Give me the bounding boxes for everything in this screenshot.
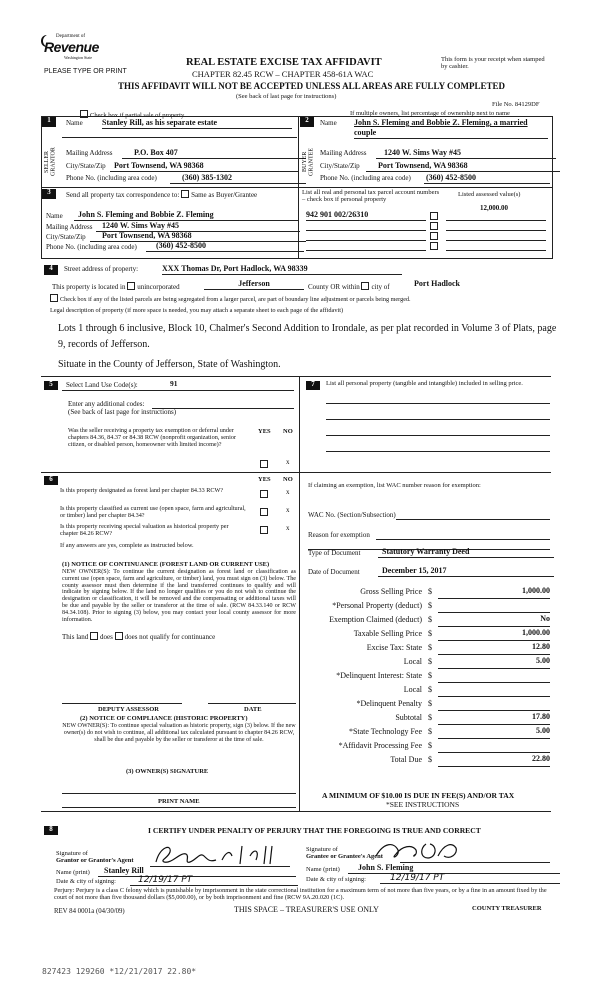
historic-question: Is this property receiving special valuation as historical property per chapter 84.26 RCW?: [60, 523, 229, 537]
perjury-note: Perjury: Perjury is a class C felony which is punishable by imprisonment in the state correctional institution for a maximum term of not more than five years, or by a fine in an amount fixed by the court of not more than five thousand dollars ($5,000.00), or by both imprisonment and fine (RCW 9A.20.020 (1C).: [54, 887, 547, 902]
q3-yes-checkbox[interactable]: [260, 526, 268, 534]
fee-value[interactable]: 5.00: [438, 657, 550, 669]
buyer-phone[interactable]: (360) 452-8500: [424, 174, 550, 184]
grantor-print-label: Name (print): [56, 869, 90, 876]
fee-row: [300, 741, 550, 755]
s5-no-mark[interactable]: x: [286, 458, 290, 466]
county-or-label: [308, 282, 390, 292]
fee-row: [300, 657, 550, 671]
fee-label: Excise Tax: State: [366, 643, 422, 652]
buyer-name-line2[interactable]: couple: [354, 129, 548, 139]
treasurer-space: THIS SPACE – TREASURER'S USE ONLY: [234, 905, 379, 914]
fee-label: Total Due: [390, 755, 422, 764]
city-of-text: city of: [371, 283, 390, 291]
fee-value[interactable]: 1,000.00: [438, 629, 550, 641]
form-title: REAL ESTATE EXCISE TAX AFFIDAVIT: [186, 57, 382, 68]
notice2-text: NEW OWNER(S): To continue special valuation as historic property, sign (3) below. If the new owner(s) do not wish to continue, all additional tax calculated pursuant to chapter 84.26 RCW, shall be due and payable by the seller or transferor at the time of sale.: [62, 723, 296, 743]
exemption-question: Was the seller receiving a property tax exemption or deferral under chapters 84.36, 84.37 or 84.38 RCW (nonprofit organization, senior citizen, or disabled person, homeowner with limited income)?: [68, 427, 237, 448]
land-use-code[interactable]: 91: [170, 379, 178, 388]
section-3-badge: 3: [42, 189, 56, 199]
s2-city-label: City/State/Zip: [320, 162, 360, 170]
q2-no-mark[interactable]: x: [286, 506, 290, 514]
dept-line2: Washington State: [64, 55, 93, 60]
grantee-date-label: Date & city of signing:: [306, 876, 366, 883]
fee-value[interactable]: [438, 699, 550, 711]
grantee-sig-line1: Signature of: [306, 846, 338, 853]
reason-field[interactable]: [376, 539, 550, 540]
wac-field[interactable]: [396, 519, 550, 520]
does-checkbox[interactable]: [90, 632, 98, 640]
parcel-header: List all real and personal tax parcel account numbers – check box if personal property: [302, 189, 440, 204]
fee-value[interactable]: [438, 671, 550, 683]
fee-label: *Delinquent Interest: State: [336, 671, 422, 680]
fee-row: [300, 685, 550, 699]
grantor-sig-label: [56, 850, 134, 865]
dept-name: Revenue: [44, 39, 99, 55]
section-7-badge: 7: [306, 381, 320, 390]
s5-no-header: NO: [283, 428, 293, 435]
county-treasurer: COUNTY TREASURER: [472, 905, 542, 912]
s3-city-label: City/State/Zip: [46, 233, 86, 241]
deputy-assessor-label: DEPUTY ASSESSOR: [98, 706, 159, 713]
legal-description[interactable]: Lots 1 through 6 inclusive, Block 10, Chalmer's Second Addition to Irondale, as per plat recorded in Volume 3 of Plats, page 9, records of Jefferson.: [58, 323, 557, 350]
fee-label: Exemption Claimed (deduct): [329, 615, 422, 624]
fees-table: [300, 587, 550, 777]
unincorporated-checkbox[interactable]: [127, 282, 135, 290]
county-or-text: County OR within: [308, 283, 360, 291]
wac-label: WAC No. (Section/Subsection): [308, 511, 396, 519]
date-doc-label: Date of Document: [308, 568, 360, 576]
fee-dollar: $: [428, 643, 432, 652]
grantee-print-label: Name (print): [306, 866, 340, 873]
send-tax-text: Send all property tax correspondence to:: [66, 191, 180, 199]
tax-mailing[interactable]: 1240 W. Sims Way #45: [96, 222, 300, 232]
grantor-print-name[interactable]: Stanley Rill: [98, 867, 296, 877]
does-label: does: [100, 633, 113, 641]
fee-dollar: $: [428, 657, 432, 666]
this-land-text: This land: [62, 633, 89, 641]
notice1-title: (1) NOTICE OF CONTINUANCE (FOREST LAND OR CURRENT USE): [62, 561, 270, 568]
parcel-2-checkbox[interactable]: [430, 222, 438, 230]
s5-yes-checkbox[interactable]: [260, 460, 268, 468]
within-city-checkbox[interactable]: [361, 282, 369, 290]
section-8-badge: 8: [44, 826, 58, 835]
seller-phone[interactable]: (360) 385-1302: [170, 174, 306, 184]
this-land-row: [62, 632, 215, 642]
see-instructions: *SEE INSTRUCTIONS: [386, 800, 460, 809]
grantor-sig-line1: Signature of: [56, 850, 88, 857]
additional-codes: Enter any additional codes:: [68, 400, 145, 408]
dor-logo: [40, 34, 100, 66]
buyer-name-line1[interactable]: John S. Fleming and Bobbie Z. Fleming, a married: [354, 118, 528, 127]
buyer-mailing[interactable]: 1240 W. Sims Way #45: [376, 149, 556, 159]
fee-label: *State Technology Fee: [348, 727, 422, 736]
seller-mailing[interactable]: P.O. Box 407: [122, 149, 306, 159]
fee-value[interactable]: 22.80: [438, 755, 550, 767]
grantee-print-name[interactable]: John S. Fleming: [348, 864, 560, 874]
fee-label: Subtotal: [395, 713, 422, 722]
s1-phone-label: Phone No. (including area code): [66, 174, 157, 182]
fee-row: [300, 699, 550, 713]
located-pre: This property is located in: [52, 283, 126, 291]
grantor-date[interactable]: 12/19/17 PT: [130, 875, 298, 886]
does-not-label: does not qualify for continuance: [124, 633, 216, 641]
seller-name[interactable]: Stanley Rill, as his separate estate: [102, 119, 292, 129]
fee-value[interactable]: [438, 685, 550, 697]
form-warning: THIS AFFIDAVIT WILL NOT BE ACCEPTED UNLESS ALL AREAS ARE FULLY COMPLETED: [118, 81, 506, 91]
type-of-document[interactable]: Statutory Warranty Deed: [378, 548, 554, 558]
fee-label: *Personal Property (deduct): [332, 601, 422, 610]
fee-value[interactable]: 1,000.00: [438, 587, 550, 599]
s3-phone-label: Phone No. (including area code): [46, 243, 137, 251]
s2-name-label: Name: [320, 119, 337, 127]
revision-code: REV 84 0001a (04/30/09): [54, 908, 125, 915]
see-back: (See back of last page for instructions): [236, 93, 337, 100]
segregated-label: Check box if any of the listed parcels are being segregated from a larger parcel, are part of boundary line adjustment or parcels being merged.: [60, 296, 411, 303]
section-1-badge: 1: [42, 117, 56, 127]
multiple-owners-note: If multiple owners, list percentage of ownership next to name: [350, 110, 510, 117]
please-type: PLEASE TYPE OR PRINT: [44, 68, 127, 75]
fee-dollar: $: [428, 587, 432, 596]
q3-no-mark[interactable]: x: [286, 524, 290, 532]
form-chapter: CHAPTER 82.45 RCW – CHAPTER 458-61A WAC: [192, 69, 374, 79]
land-use-label: Select Land Use Code(s):: [66, 381, 138, 389]
section-4-badge: 4: [44, 265, 58, 275]
fee-row: [300, 601, 550, 615]
fee-value[interactable]: 17.80: [438, 713, 550, 725]
grantor-date-label: Date & city of signing:: [56, 878, 116, 885]
fee-dollar: $: [428, 601, 432, 610]
fee-value[interactable]: No: [438, 615, 550, 627]
legal-label: Legal description of property (if more space is needed, you may attach a separate sheet to each page of the affidavit): [50, 307, 344, 314]
notice2-title: (2) NOTICE OF COMPLIANCE (HISTORIC PROPERTY): [80, 715, 248, 722]
send-tax-label: [66, 190, 257, 200]
type-doc-label: Type of Document: [308, 549, 361, 557]
q1-yes-checkbox[interactable]: [260, 490, 268, 498]
fee-value[interactable]: 5.00: [438, 727, 550, 739]
fee-value[interactable]: 12.80: [438, 643, 550, 655]
tax-city[interactable]: Port Townsend, WA 98368: [90, 232, 306, 242]
exemption-label: If claiming an exemption, list WAC number reason for exemption:: [308, 482, 481, 489]
s1-city-label: City/State/Zip: [66, 162, 106, 170]
fee-value[interactable]: [438, 741, 550, 753]
date-label: DATE: [244, 706, 262, 713]
s1-name-label: Name: [66, 119, 83, 127]
fee-dollar: $: [428, 755, 432, 764]
s2-phone-label: Phone No. (including area code): [320, 174, 411, 182]
print-name-label: PRINT NAME: [158, 798, 200, 805]
date-of-document[interactable]: December 15, 2017: [378, 567, 554, 577]
grantee-signature-scribble: [372, 838, 472, 864]
fee-dollar: $: [428, 727, 432, 736]
street-label: Street address of property:: [64, 265, 139, 273]
s5-yes-header: YES: [258, 428, 271, 435]
file-no: File No. 84129DF: [492, 101, 540, 108]
fee-row: [300, 643, 550, 657]
segregated-row[interactable]: [50, 294, 411, 304]
seller-city[interactable]: Port Townsend, WA 98368: [110, 162, 298, 172]
notice1-text: NEW OWNER(S): To continue the current designation as forest land or classification as current use (open space, farm and agriculture, or timber) land, you must sign on (3) below. The county assessor must then determine if the land transferred continues to qualify and will indicate by signing below. If the land no longer qualifies or you do not wish to continue the designation or classification, it will be removed and the compensating or additional taxes will be due and payable by the seller or transferor at the time of sale. (RCW 84.33.140 or RCW 84.34.108). Prior to signing (3) below, you may contact your local county assessor for more information.: [62, 569, 296, 623]
s3-mailing-label: Mailing Address: [46, 223, 93, 231]
section-6-badge: 6: [44, 476, 58, 485]
fee-row: [300, 755, 550, 769]
fee-row: [300, 727, 550, 741]
fee-label: Gross Selling Price: [360, 587, 422, 596]
grantee-sig-line2: Grantee or Grantee's Agent: [306, 853, 383, 861]
parcel-3-checkbox[interactable]: [430, 232, 438, 240]
tax-phone[interactable]: (360) 452-8500: [146, 242, 304, 252]
q1-no-mark[interactable]: x: [286, 488, 290, 496]
grantor-sig-line2: Grantor or Grantor's Agent: [56, 857, 134, 865]
current-use-question: Is this property classified as current use (open space, farm and agricultural, or timber) land per chapter 84.34?: [60, 505, 246, 519]
fee-row: [300, 671, 550, 685]
county-name[interactable]: Jefferson: [204, 280, 304, 290]
street-address[interactable]: XXX Thomas Dr, Port Hadlock, WA 98339: [162, 265, 402, 275]
fee-row: [300, 713, 550, 727]
section-5-badge: 5: [44, 381, 58, 390]
segregated-checkbox[interactable]: [50, 294, 58, 302]
assessed-header: Listed assessed value(s): [458, 191, 521, 198]
fee-label: Local: [403, 685, 422, 694]
reason-label: Reason for exemption: [308, 531, 370, 539]
fee-row: [300, 587, 550, 601]
s2-mailing-label: Mailing Address: [320, 149, 367, 157]
fee-label: *Affidavit Processing Fee: [338, 741, 422, 750]
partial-sale-label: Check box if partial sale of property: [90, 112, 185, 119]
fee-dollar: $: [428, 713, 432, 722]
s3-name-label: Name: [46, 212, 63, 220]
forest-question: Is this property designated as forest land per chapter 84.33 RCW?: [60, 487, 224, 494]
grantee-date[interactable]: 12/19/17 PT: [380, 873, 560, 884]
fee-row: [300, 629, 550, 643]
fee-dollar: $: [428, 699, 432, 708]
fee-dollar: $: [428, 615, 432, 624]
owner-signature-label: (3) OWNER(S) SIGNATURE: [126, 768, 209, 775]
q2-yes-checkbox[interactable]: [260, 508, 268, 516]
s1-mailing-label: Mailing Address: [66, 149, 113, 157]
fee-dollar: $: [428, 671, 432, 680]
seller-grantor-label: SELLER GRANTOR: [44, 147, 57, 177]
property-city[interactable]: Port Hadlock: [414, 279, 460, 288]
receipt-stamp: 827423 129260 *12/21/2017 22.80*: [42, 967, 197, 976]
fee-row: [300, 615, 550, 629]
answers-note: If any answers are yes, complete as instructed below.: [60, 542, 194, 549]
same-as-checkbox[interactable]: [181, 190, 189, 198]
print-name-line[interactable]: [62, 807, 296, 808]
unincorporated-label: unincorporated: [137, 283, 180, 291]
certify-statement: I CERTIFY UNDER PENALTY OF PERJURY THAT THE FOREGOING IS TRUE AND CORRECT: [148, 826, 481, 835]
fee-value[interactable]: [438, 601, 550, 613]
located-label: [52, 282, 180, 292]
parcel-number[interactable]: 942 901 002/26310: [306, 211, 426, 221]
dept-line1: Department of: [56, 34, 86, 39]
fee-label: Local: [403, 657, 422, 666]
parcel-4-checkbox[interactable]: [430, 242, 438, 250]
buyer-grantee-label: BUYER GRANTEE: [302, 148, 315, 176]
buyer-city[interactable]: Port Townsend, WA 98368: [366, 162, 560, 172]
fee-dollar: $: [428, 741, 432, 750]
fee-label: *Delinquent Penalty: [356, 699, 422, 708]
minimum-due: A MINIMUM OF $10.00 IS DUE IN FEE(S) AND/OR TAX: [322, 791, 515, 800]
same-as-label: Same as Buyer/Grantee: [191, 191, 258, 199]
personal-property-label: List all personal property (tangible and intangible) included in selling price.: [326, 380, 523, 387]
tax-name[interactable]: John S. Fleming and Bobbie Z. Fleming: [74, 211, 298, 221]
section-2-badge: 2: [300, 117, 314, 127]
receipt-note: This form is your receipt when stamped by cashier.: [441, 56, 545, 71]
s6-yes-header: YES: [258, 476, 271, 483]
fee-label: Taxable Selling Price: [353, 629, 422, 638]
assessed-value[interactable]: 12,000.00: [480, 204, 508, 212]
fee-dollar: $: [428, 629, 432, 638]
s6-no-header: NO: [283, 476, 293, 483]
parcel-1-checkbox[interactable]: [430, 212, 438, 220]
owner-signature-line[interactable]: [62, 793, 296, 794]
legal-description-2[interactable]: Situate in the County of Jefferson, State of Washington.: [58, 359, 281, 370]
additional-sub: (See back of last page for instructions): [68, 408, 177, 416]
grantor-signature-scribble: [150, 842, 290, 868]
fee-dollar: $: [428, 685, 432, 694]
does-not-checkbox[interactable]: [115, 632, 123, 640]
